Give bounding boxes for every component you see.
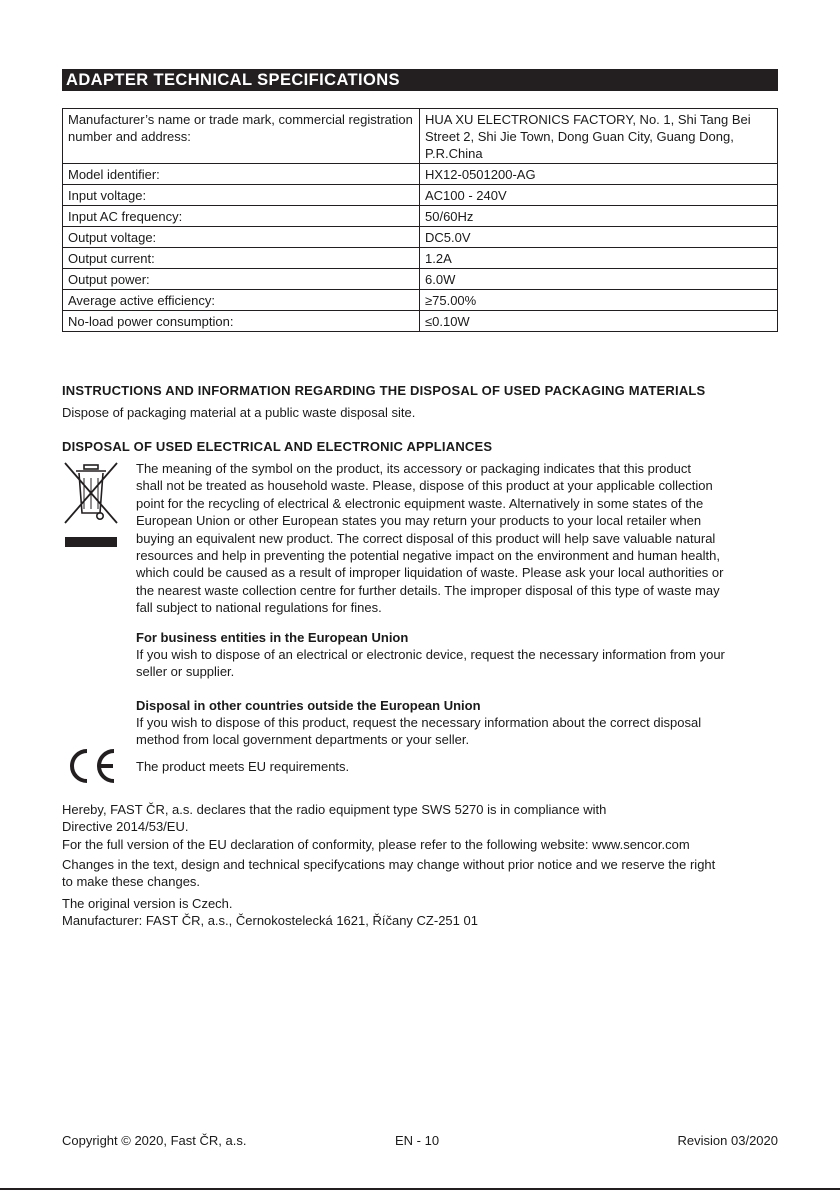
spec-row	[63, 185, 778, 206]
spec-value: 6.0W	[420, 269, 778, 290]
disposal-heading: DISPOSAL OF USED ELECTRICAL AND ELECTRONIC APPLIANCES	[62, 439, 493, 454]
text-line: to make these changes.	[62, 874, 201, 890]
text-line: shall not be treated as household waste. Please, dispose of this product at your applicable collection	[136, 478, 713, 494]
text-line: fall subject to national regulations for fines.	[136, 600, 382, 616]
spec-label: Output power:	[63, 269, 420, 290]
spec-value: HUA XU ELECTRONICS FACTORY, No. 1, Shi Tang Bei Street 2, Shi Jie Town, Dong Guan City, Guang Dong, P.R.China	[420, 109, 778, 164]
spec-table	[62, 108, 778, 332]
spec-label: Model identifier:	[63, 164, 420, 185]
spec-label: Output voltage:	[63, 227, 420, 248]
text-line: Manufacturer: FAST ČR, a.s., Černokostelecká 1621, Říčany CZ-251 01	[62, 913, 478, 929]
text-line: method from local government departments or your seller.	[136, 732, 470, 748]
spec-row	[63, 164, 778, 185]
spec-label: Input AC frequency:	[63, 206, 420, 227]
spec-value: AC100 - 240V	[420, 185, 778, 206]
ce-compliance-text: The product meets EU requirements.	[136, 759, 350, 774]
text-line: seller or supplier.	[136, 664, 235, 680]
spec-row	[63, 311, 778, 332]
text-line: European Union or other European states you may return your products to your local retailer when	[136, 513, 702, 529]
footer-page-number: EN - 10	[395, 1133, 440, 1148]
spec-label: Manufacturer’s name or trade mark, commercial registration number and address:	[63, 109, 420, 164]
footer-revision: Revision 03/2020	[677, 1133, 778, 1148]
spec-label: No-load power consumption:	[63, 311, 420, 332]
eu-business-heading: For business entities in the European Union	[136, 630, 409, 645]
crossed-out-wheelie-bin-icon	[62, 461, 120, 549]
spec-row	[63, 109, 778, 164]
text-line: the nearest waste collection centre for further details. The improper disposal of this type of waste may	[136, 582, 720, 598]
spec-value: ≥75.00%	[420, 290, 778, 311]
footer-copyright: Copyright © 2020, Fast ČR, a.s.	[62, 1133, 247, 1148]
text-line: buying an equivalent new product. The correct disposal of this product will help save valuable natural	[136, 530, 716, 546]
text-line: resources and help in preventing the potential negative impact on the environment and human health,	[136, 548, 720, 563]
spec-value: 50/60Hz	[420, 206, 778, 227]
text-line: Directive 2014/53/EU.	[62, 819, 189, 835]
spec-row	[63, 206, 778, 227]
spec-row	[63, 290, 778, 311]
spec-row	[63, 269, 778, 290]
bottom-rule	[0, 1188, 840, 1190]
text-line: Hereby, FAST ČR, a.s. declares that the radio equipment type SWS 5270 is in compliance with	[62, 802, 607, 817]
spec-section-title: ADAPTER TECHNICAL SPECIFICATIONS	[62, 69, 778, 91]
text-line: If you wish to dispose of this product, request the necessary information about the correct disposal	[136, 715, 702, 730]
spec-label: Input voltage:	[63, 185, 420, 206]
text-line: If you wish to dispose of an electrical or electronic device, request the necessary information from your	[136, 647, 725, 662]
text-line: which could be caused as a result of improper liquidation of waste. Please ask your local authorities or	[136, 565, 724, 581]
packaging-text: Dispose of packaging material at a public waste disposal site.	[62, 405, 416, 420]
spec-label: Average active efficiency:	[63, 290, 420, 311]
text-line: The original version is Czech.	[62, 896, 233, 911]
spec-row	[63, 248, 778, 269]
text-line: For the full version of the EU declaration of conformity, please refer to the following website: www.sencor.com	[62, 836, 690, 852]
spec-value: HX12-0501200-AG	[420, 164, 778, 185]
spec-value: DC5.0V	[420, 227, 778, 248]
ce-mark-icon	[66, 747, 118, 785]
spec-row	[63, 227, 778, 248]
packaging-heading: INSTRUCTIONS AND INFORMATION REGARDING THE DISPOSAL OF USED PACKAGING MATERIALS	[62, 383, 706, 398]
spec-value: 1.2A	[420, 248, 778, 269]
text-line: Changes in the text, design and technical specifycations may change without prior notice and we reserve the right	[62, 857, 716, 872]
text-line: point for the recycling of electrical & electronic equipment waste. Alternatively in some states of the	[136, 495, 704, 511]
spec-value: ≤0.10W	[420, 311, 778, 332]
spec-label: Output current:	[63, 248, 420, 269]
non-eu-heading: Disposal in other countries outside the European Union	[136, 698, 481, 713]
text-line: The meaning of the symbol on the product, its accessory or packaging indicates that this product	[136, 461, 691, 476]
